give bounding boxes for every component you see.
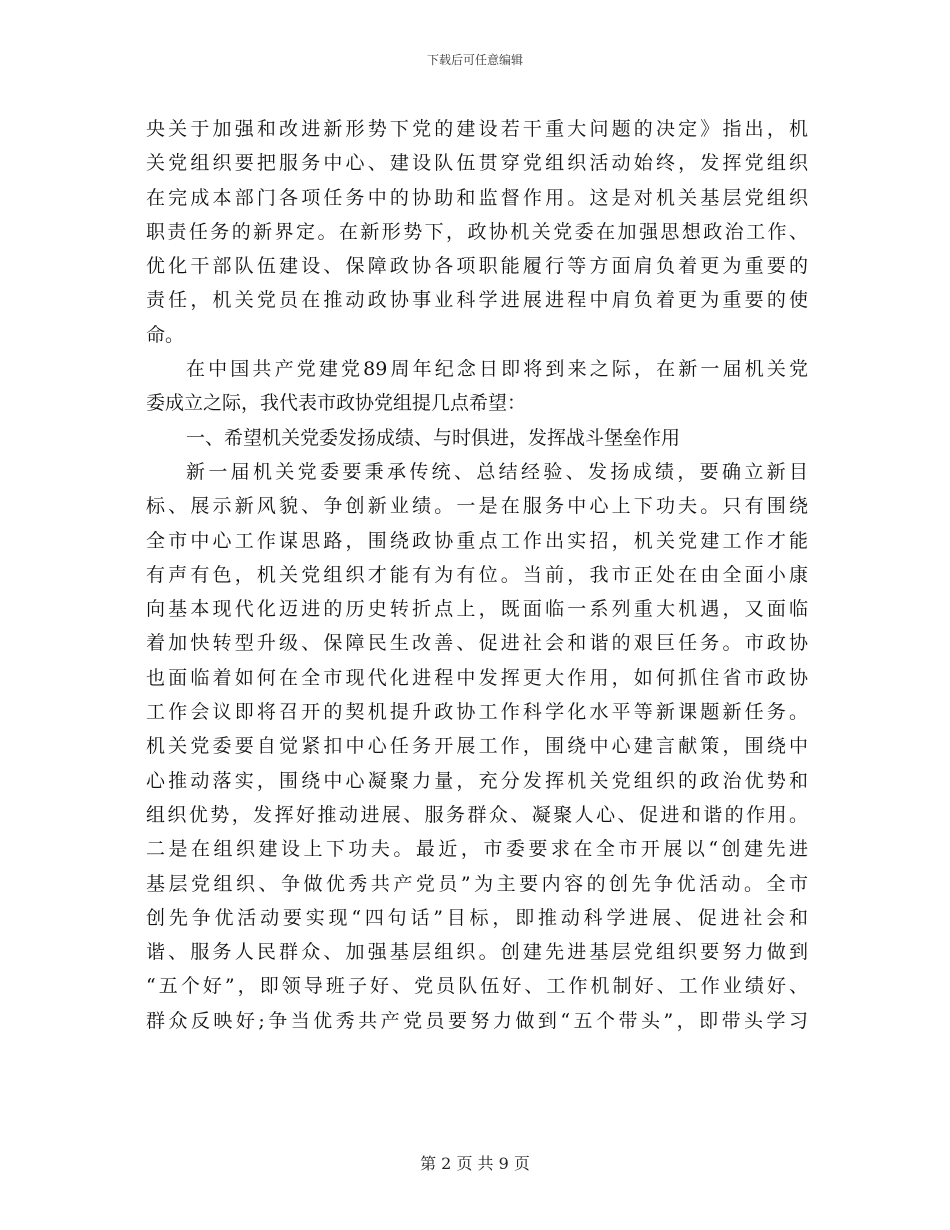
text-line: 向基本现代化迈进的历史转折点上，既面临一系列重大机遇，又面临 (146, 598, 808, 621)
text-line: 群众反映好;争当优秀共产党员要努力做到“五个带头”，即带头学习 (146, 1009, 808, 1032)
text-line: 创先争优活动要实现“四句话”目标，即推动科学进展、促进社会和 (146, 906, 808, 929)
text-line: 命。 (146, 323, 185, 346)
text-line: 工作会议即将召开的契机提升政协工作科学化水平等新课题新任务。 (146, 701, 808, 724)
text-line: 职责任务的新界定。在新形势下，政协机关党委在加强思想政治工作、 (146, 220, 808, 243)
text-line: “五个好”，即领导班子好、党员队伍好、工作机制好、工作业绩好、 (146, 975, 808, 998)
document-body (146, 112, 808, 1038)
text-line: 全市中心工作谋思路，围绕政协重点工作出实招，机关党建工作才能 (146, 529, 808, 552)
text-line: 基层党组织、争做优秀共产党员”为主要内容的创先争优活动。全市 (146, 872, 808, 895)
text-line: 标、展示新风貌、争创新业绩。一是在服务中心上下功夫。只有围绕 (146, 495, 808, 518)
section-heading: 一、希望机关党委发扬成绩、与时俱进，发挥战斗堡垒作用 (186, 426, 681, 449)
text-line: 在完成本部门各项任务中的协助和监督作用。这是对机关基层党组织 (146, 186, 808, 209)
paragraph-first-line: 新一届机关党委要秉承传统、总结经验、发扬成绩，要确立新目 (186, 460, 808, 483)
page-number-footer: 第 2 页 共 9 页 (420, 1154, 530, 1173)
text-line: 有声有色，机关党组织才能有为有位。当前，我市正处在由全面小康 (146, 563, 808, 586)
page-header-note: 下载后可任意编辑 (426, 53, 523, 67)
text-line: 二是在组织建设上下功夫。最近，市委要求在全市开展以“创建先进 (146, 838, 808, 861)
paragraph-first-line: 在中国共产党建党89周年纪念日即将到来之际，在新一届机关党 (186, 358, 808, 381)
text-line: 机关党委要自觉紧扣中心任务开展工作，围绕中心建言献策，围绕中 (146, 735, 808, 758)
text-line: 着加快转型升级、保障民生改善、促进社会和谐的艰巨任务。市政协 (146, 632, 808, 655)
text-line: 央关于加强和改进新形势下党的建设若干重大问题的决定》指出，机 (146, 118, 808, 140)
text-line: 关党组织要把服务中心、建设队伍贯穿党组织活动始终，发挥党组织 (146, 152, 808, 175)
text-line: 组织优势，发挥好推动进展、服务群众、凝聚人心、促进和谐的作用。 (146, 803, 808, 826)
text-line: 优化干部队伍建设、保障政协各项职能履行等方面肩负着更为重要的 (146, 255, 808, 278)
text-line: 责任，机关党员在推动政协事业科学进展进程中肩负着更为重要的使 (146, 289, 808, 312)
text-line: 委成立之际，我代表市政协党组提几点希望： (146, 392, 527, 415)
text-line: 谐、服务人民群众、加强基层组织。创建先进基层党组织要努力做到 (146, 941, 808, 964)
text-line: 也面临着如何在全市现代化进程中发挥更大作用，如何抓住省市政协 (146, 666, 808, 689)
text-line: 心推动落实，围绕中心凝聚力量，充分发挥机关党组织的政治优势和 (146, 769, 808, 792)
